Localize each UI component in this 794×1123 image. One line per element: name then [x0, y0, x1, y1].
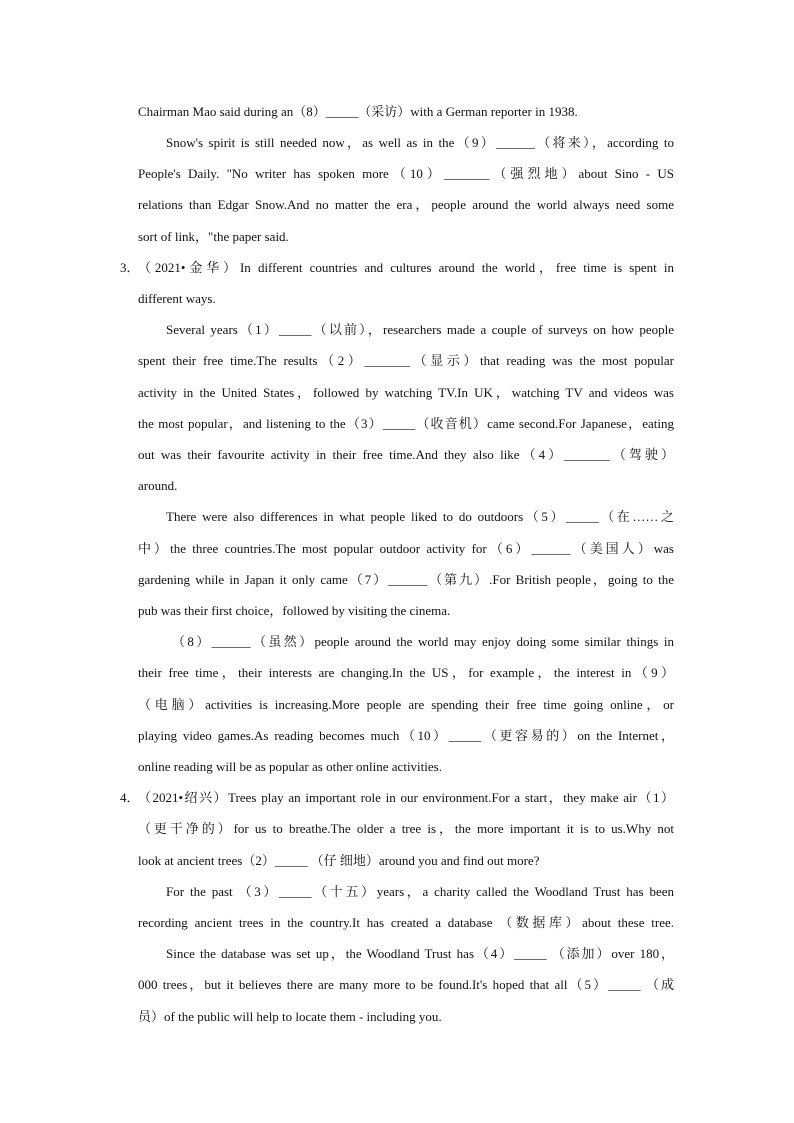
text-line: （2021•绍兴）Trees play an important role in our environment.For a start，they make air（1） — [138, 790, 674, 805]
text-line: （电脑）activities is increasing.More people are spending their free time going online，or — [138, 697, 674, 712]
text-line: Several years（1）_____（以前），researchers made a couple of surveys on how people — [166, 322, 674, 337]
text-line: playing video games.As reading becomes much（10）_____（更容易的）on the Internet， — [138, 728, 674, 743]
text-line: pub was their first choice，followed by visiting the cinema. — [138, 603, 451, 618]
text-line: Snow's spirit is still needed now，as well as in the（9）______（将来），according to — [166, 135, 674, 150]
text-line: People's Daily. "No writer has spoken more（10）_______（强烈地）about Sino - US — [138, 166, 674, 181]
text-line: around. — [138, 478, 178, 493]
text-line: spent their free time.The results（2）_______（显示）that reading was the most popular — [138, 353, 674, 368]
text-line: （更干净的）for us to breathe.The older a tree is，the more important it is to us.Why not — [138, 821, 674, 836]
text-line: recording ancient trees in the country.It has created a database （数据库）about these tree. — [138, 915, 674, 930]
text-line: There were also differences in what people liked to do outdoors（5）_____（在……之 — [166, 509, 674, 524]
text-line: look at ancient trees（2）_____ （仔 细地）around you and find out more? — [138, 853, 540, 868]
text-line: online reading will be as popular as other online activities. — [138, 759, 442, 774]
text-line: （2021•金华）In different countries and cultures around the world，free time is spent in — [138, 260, 674, 275]
question-number: 3． — [120, 260, 140, 275]
text-line: 000 trees，but it believes there are many more to be found.It's hoped that all（5）_____ （成 — [138, 977, 674, 992]
text-line: different ways. — [138, 291, 216, 306]
text-line: Chairman Mao said during an（8）_____（采访）with a German reporter in 1938. — [138, 104, 578, 119]
text-line: （8）______（虽然）people around the world may enjoy doing some similar things in — [172, 634, 674, 649]
text-line: the most popular，and listening to the（3）_____（收音机）came second.For Japanese，eating — [138, 416, 674, 431]
text-line: Since the database was set up，the Woodland Trust has（4）_____ （添加）over 180， — [166, 946, 674, 961]
text-line: gardening while in Japan it only came（7）______（第九）.For British people，going to the — [138, 572, 674, 587]
text-line: 中）the three countries.The most popular outdoor activity for（6）______（美国人）was — [138, 541, 674, 556]
text-line: For the past （3）_____（十五）years，a charity called the Woodland Trust has been — [166, 884, 674, 899]
text-line: 员）of the public will help to locate them - including you. — [138, 1009, 442, 1024]
text-line: out was their favourite activity in their free time.And they also like（4）_______（驾驶） — [138, 447, 674, 462]
text-line: relations than Edgar Snow.And no matter the era，people around the world always need some — [138, 197, 674, 212]
text-line: their free time，their interests are changing.In the US，for example，the interest in（9） — [138, 665, 674, 680]
text-line: sort of link，"the paper said. — [138, 229, 289, 244]
text-line: activity in the United States，followed by watching TV.In UK，watching TV and videos was — [138, 385, 674, 400]
question-number: 4． — [120, 790, 140, 805]
